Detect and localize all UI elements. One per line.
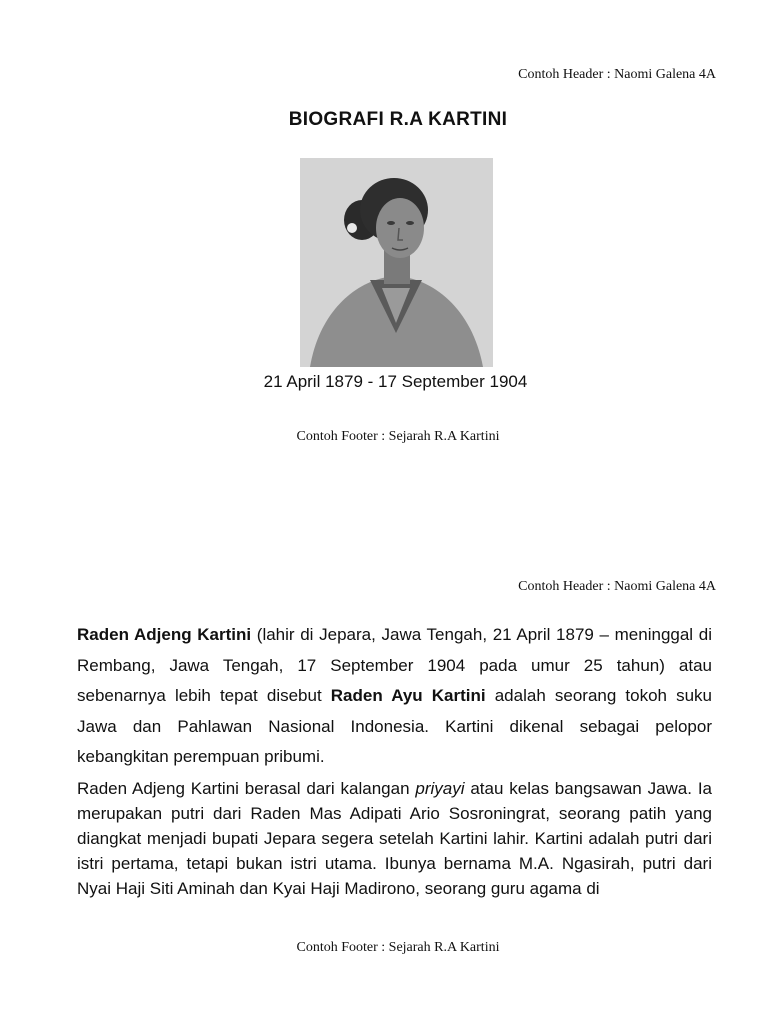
paragraph-1-text-b: adalah seorang tokoh suku Jawa dan Pahlawan Nasional Indonesia. Kartini dikenal sebagai pelopor kebangkitan perempuan pribumi. xyxy=(77,686,712,766)
document-title: BIOGRAFI R.A KARTINI xyxy=(288,109,508,130)
bold-name: Raden Adjeng Kartini xyxy=(77,625,252,644)
biography-body xyxy=(77,620,712,901)
page2-footer: Contoh Footer : Sejarah R.A Kartini xyxy=(296,940,500,955)
paragraph-1-text-a: (lahir di Jepara, Jawa Tengah, 21 April 1879 – meninggal di Rembang, Jawa Tengah, 17 September 1904 pada umur 25 tahun) atau sebenarnya lebih tepat disebut xyxy=(77,625,712,705)
page1-header: Contoh Header : Naomi Galena 4A xyxy=(518,67,716,82)
paragraph-2 xyxy=(77,776,712,901)
page2-header: Contoh Header : Naomi Galena 4A xyxy=(518,579,716,594)
italic-term: priyayi xyxy=(415,778,465,798)
paragraph-2-text-b: atau kelas bangsawan Jawa. Ia merupakan putri dari Raden Mas Adipati Ario Sosroningrat, seorang patih yang diangkat menjadi bupati Jepara segera setelah Kartini lahir. Kartini adalah putri dari istri pertama, tetapi bukan istri utama. Ibunya bernama M.A. Ngasirah, putri dari Nyai Haji Siti Aminah dan Kyai Haji Madirono, seorang guru agama di xyxy=(77,778,712,898)
bold-name-2: Raden Ayu Kartini xyxy=(330,686,486,705)
portrait-image xyxy=(300,158,493,367)
portrait-photo xyxy=(300,158,493,367)
paragraph-1 xyxy=(77,620,712,773)
birth-death-dates: 21 April 1879 - 17 September 1904 xyxy=(263,372,528,391)
page1-footer: Contoh Footer : Sejarah R.A Kartini xyxy=(296,429,500,444)
paragraph-2-text-a: Raden Adjeng Kartini berasal dari kalangan xyxy=(77,778,416,798)
